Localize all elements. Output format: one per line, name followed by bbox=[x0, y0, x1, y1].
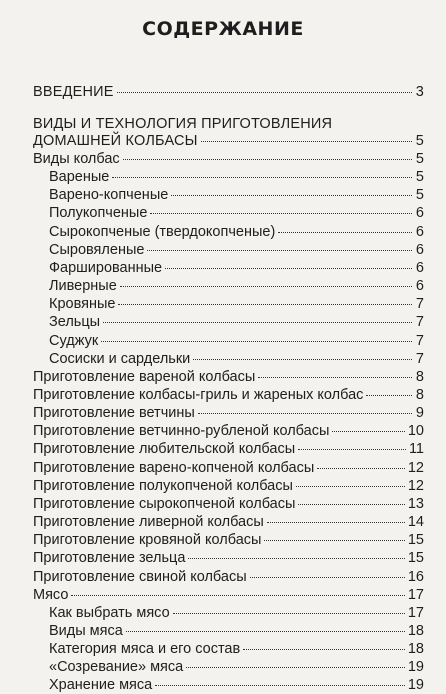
toc-entry bbox=[33, 369, 424, 386]
toc-entry-title: Варено-копченые bbox=[49, 187, 169, 204]
toc-entry-title: Ливерные bbox=[49, 278, 117, 294]
toc-entry-title: Приготовление кровяной колбасы bbox=[33, 532, 262, 549]
toc-entry-title: «Созревание» мяса bbox=[49, 659, 184, 676]
toc-entry-page: 8 bbox=[415, 386, 424, 403]
toc-entry-page: 3 bbox=[415, 84, 424, 100]
toc-subentry bbox=[49, 224, 424, 241]
dot-leader bbox=[118, 304, 412, 305]
toc-entry-page: 12 bbox=[407, 459, 424, 476]
dot-leader bbox=[193, 359, 412, 360]
toc-subentry bbox=[49, 205, 424, 222]
dot-leader bbox=[250, 577, 405, 578]
toc-subentry bbox=[49, 187, 424, 204]
toc-entry-title: Приготовление свиной колбасы bbox=[33, 568, 247, 585]
dot-leader bbox=[103, 322, 412, 323]
dot-leader bbox=[298, 504, 404, 505]
dot-leader bbox=[165, 268, 412, 269]
toc-entry-page: 17 bbox=[407, 604, 424, 621]
dot-leader bbox=[366, 395, 412, 396]
toc-entry-title: Приготовление колбасы-гриль и жареных колбас bbox=[33, 386, 364, 403]
toc-entry-title: Фаршированные bbox=[49, 259, 163, 276]
dot-leader bbox=[71, 595, 404, 596]
dot-leader bbox=[267, 522, 405, 523]
toc-subentry bbox=[49, 242, 424, 259]
toc-entry-page: 16 bbox=[407, 568, 424, 585]
toc-entry-title: Приготовление сырокопченой колбасы bbox=[33, 495, 296, 512]
toc-entry-title: Приготовление ветчинно-рубленой колбасы bbox=[33, 423, 330, 440]
toc-subentry bbox=[49, 260, 424, 277]
toc-entry-title: Сырокопченые (твердокопченые) bbox=[49, 223, 276, 240]
toc-entry-page: 12 bbox=[407, 477, 424, 494]
toc-entry-page: 7 bbox=[415, 332, 424, 349]
toc-entry-page: 9 bbox=[415, 405, 424, 422]
toc-entry-page: 7 bbox=[415, 314, 424, 331]
dot-leader bbox=[123, 159, 412, 160]
toc-subentry bbox=[49, 623, 424, 640]
toc-entry-page: 13 bbox=[407, 495, 424, 512]
toc-entry-title: Приготовление любительской колбасы bbox=[33, 441, 296, 458]
toc-entry-title: Сосиски и сардельки bbox=[49, 350, 191, 367]
toc-entry-page: 6 bbox=[415, 241, 424, 258]
toc-entry-page: 5 bbox=[415, 169, 424, 186]
dot-leader bbox=[101, 341, 412, 342]
toc-entry-page: 11 bbox=[408, 441, 424, 458]
dot-leader bbox=[201, 141, 412, 142]
dot-leader bbox=[243, 649, 405, 650]
toc-entry-title: Приготовление вареной колбасы bbox=[33, 368, 256, 385]
dot-leader bbox=[147, 250, 412, 251]
toc-entry-title: Приготовление полукопченой колбасы bbox=[33, 477, 293, 494]
toc-subentry bbox=[49, 169, 424, 186]
toc-entry-title: Сыровяленые bbox=[49, 241, 145, 258]
toc-entry-page: 6 bbox=[415, 278, 424, 294]
toc-entry-title: Мясо bbox=[33, 586, 69, 603]
toc-entry-title: Приготовление зельца bbox=[33, 550, 186, 567]
toc-entry-title: Приготовление ветчины bbox=[33, 405, 195, 422]
toc-entry-page: 15 bbox=[407, 532, 424, 549]
toc-entry-title: Виды мяса bbox=[49, 622, 123, 639]
dot-leader bbox=[186, 667, 405, 668]
toc-entry-page: 6 bbox=[415, 223, 424, 240]
toc-entry-page: 7 bbox=[415, 350, 424, 367]
toc-entry-intro bbox=[33, 84, 424, 101]
toc-entry bbox=[33, 550, 424, 567]
toc-entry-title: Виды колбас bbox=[33, 151, 120, 167]
toc-subentry bbox=[49, 314, 424, 331]
toc-entry bbox=[33, 151, 424, 168]
dot-leader bbox=[258, 377, 412, 378]
toc-entry-page: 5 bbox=[415, 187, 424, 204]
toc-entry-page: 5 bbox=[415, 151, 424, 167]
toc-entry bbox=[33, 460, 424, 477]
dot-leader bbox=[150, 213, 412, 214]
toc-entry-page: 7 bbox=[415, 296, 424, 313]
toc-entry-title: Приготовление варено-копченой колбасы bbox=[33, 459, 315, 476]
toc-entry-page: 6 bbox=[415, 205, 424, 222]
toc-entry-page: 18 bbox=[407, 641, 424, 657]
toc-section-title-line2: ДОМАШНЕЙ КОЛБАСЫ bbox=[33, 133, 198, 149]
toc-entry bbox=[33, 496, 424, 513]
toc-entry-title: Приготовление ливерной колбасы bbox=[33, 514, 264, 530]
toc-entry-title: Кровяные bbox=[49, 296, 116, 313]
toc-entry-title: Зельцы bbox=[49, 314, 101, 331]
toc-entry-page: 18 bbox=[407, 622, 424, 639]
toc-subentry bbox=[49, 659, 424, 676]
toc-entry bbox=[33, 423, 424, 440]
dot-leader bbox=[117, 92, 412, 93]
toc-entry-page: 15 bbox=[407, 550, 424, 567]
dot-leader bbox=[112, 177, 412, 178]
dot-leader bbox=[188, 558, 404, 559]
toc-entry-page: 14 bbox=[407, 514, 424, 530]
toc-entry-page: 17 bbox=[407, 586, 424, 603]
toc-subentry bbox=[49, 333, 424, 350]
dot-leader bbox=[332, 431, 404, 432]
toc-subentry bbox=[49, 641, 424, 658]
dot-leader bbox=[126, 631, 405, 632]
toc-entry-title: Вареные bbox=[49, 169, 110, 186]
toc-subentry bbox=[49, 296, 424, 313]
toc-entry-page: 6 bbox=[415, 259, 424, 276]
toc-entry-title: Суджук bbox=[49, 332, 99, 349]
toc-heading: СОДЕРЖАНИЕ bbox=[142, 18, 304, 40]
toc-entry bbox=[33, 514, 424, 531]
toc-entry-title: Категория мяса и его состав bbox=[49, 641, 241, 657]
toc-entry bbox=[33, 405, 424, 422]
dot-leader bbox=[298, 449, 406, 450]
dot-leader bbox=[278, 232, 412, 233]
dot-leader bbox=[155, 685, 405, 686]
dot-leader bbox=[296, 486, 405, 487]
toc-subentry bbox=[49, 278, 424, 295]
toc-entry-page: 5 bbox=[415, 133, 424, 149]
toc-entry-title: Как выбрать мясо bbox=[49, 604, 170, 621]
toc-entry-page: 10 bbox=[407, 423, 424, 440]
toc-entry bbox=[33, 387, 424, 404]
toc-entry-title: Полукопченые bbox=[49, 205, 148, 222]
toc-entry bbox=[33, 569, 424, 586]
dot-leader bbox=[120, 286, 412, 287]
dot-leader bbox=[171, 195, 412, 196]
toc-entry-page: 8 bbox=[415, 368, 424, 385]
toc-entry bbox=[33, 587, 424, 604]
toc-entry bbox=[33, 478, 424, 495]
dot-leader bbox=[264, 540, 404, 541]
toc-entry-page: 19 bbox=[407, 659, 424, 676]
toc-entry-title: Хранение мяса bbox=[49, 677, 153, 694]
toc-entry-title: ВВЕДЕНИЕ bbox=[33, 84, 114, 100]
toc-subentry bbox=[49, 605, 424, 622]
toc-entry bbox=[33, 441, 424, 458]
toc-section-title-line2-row bbox=[33, 133, 424, 150]
toc-entry bbox=[33, 532, 424, 549]
dot-leader bbox=[198, 413, 412, 414]
dot-leader bbox=[317, 468, 405, 469]
dot-leader bbox=[173, 613, 405, 614]
toc-subentry bbox=[49, 677, 424, 694]
toc-entry-page: 19 bbox=[407, 677, 424, 694]
toc-section-title-line1: ВИДЫ И ТЕХНОЛОГИЯ ПРИГОТОВЛЕНИЯ bbox=[33, 116, 333, 132]
toc-subentry bbox=[49, 351, 424, 368]
